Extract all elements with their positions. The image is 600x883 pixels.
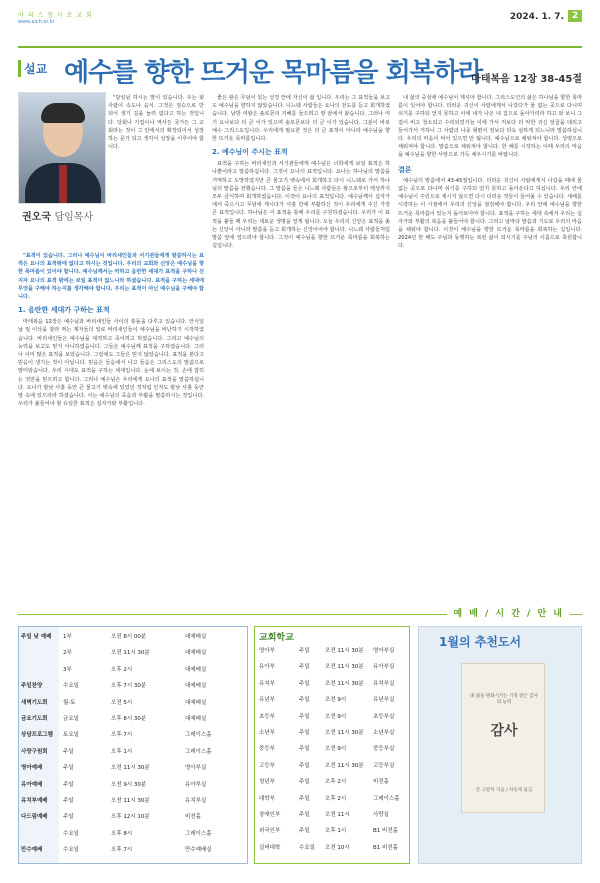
church-school-cell: 주일 bbox=[299, 713, 310, 720]
schedule-cell: 주일 낮 예배 bbox=[21, 634, 52, 640]
schedule-cell: 월-토 bbox=[63, 699, 76, 706]
pastor-name: 권오국 bbox=[22, 212, 51, 223]
church-school-cell: 고등부실 bbox=[373, 762, 395, 769]
schedule-cell: 상담프로그램 bbox=[21, 732, 53, 739]
church-school-cell: 주일 bbox=[299, 697, 310, 704]
schedule-cell: 오후 8시 30분 bbox=[111, 716, 147, 722]
church-school-cell: 오후 2시 bbox=[325, 795, 347, 802]
church-school-cell: B1 비전홀 bbox=[373, 844, 398, 851]
church-school-cell: 유치부 bbox=[259, 680, 275, 687]
church-school-cell: 오전 11시 30분 bbox=[325, 730, 364, 736]
church-school-cell: 사랑실 bbox=[373, 812, 389, 818]
church-school-row bbox=[255, 844, 409, 853]
schedule-cell: 주일 bbox=[63, 798, 74, 804]
book-author: 존 크랄릭 지음 / 차동재 옮김 bbox=[475, 788, 533, 793]
church-school-cell: 영아부실 bbox=[373, 648, 395, 654]
church-school-cell: 소년부실 bbox=[373, 730, 395, 736]
recommended-book bbox=[418, 626, 582, 864]
schedule-cell: 수요일 bbox=[63, 830, 79, 837]
schedule-cell: 3부 bbox=[63, 666, 72, 673]
church-school-cell: 오전 9시 bbox=[325, 713, 347, 720]
church-school-title: 교회학교 bbox=[259, 633, 294, 643]
schedule-cell: 대예배실 bbox=[185, 716, 207, 722]
church-school-cell: 오전 11시 30분 bbox=[325, 680, 364, 687]
church-school-cell: 청년부 bbox=[259, 779, 275, 786]
schedule-cell: 유치부예배 bbox=[21, 798, 48, 804]
schedule-row bbox=[19, 830, 247, 839]
schedule-cell: 오후 7시 30분 bbox=[111, 683, 147, 690]
church-school-cell: 유치부실 bbox=[373, 680, 395, 687]
church-school-cell: 주일 bbox=[299, 795, 310, 802]
schedule-cell: 그레이스홀 bbox=[185, 748, 212, 755]
worship-schedule-table bbox=[18, 626, 248, 864]
church-school-cell: 주일 bbox=[299, 828, 310, 835]
schedule-cell: 1부 bbox=[63, 634, 72, 640]
site-url[interactable]: www.aich.or.kr bbox=[18, 19, 55, 25]
church-school-cell: 초등부 bbox=[259, 713, 275, 720]
column-1 bbox=[18, 252, 204, 598]
schedule-row bbox=[19, 764, 247, 773]
column-2 bbox=[212, 94, 390, 604]
schedule-cell: 대예배실 bbox=[185, 666, 207, 673]
conclusion-text: 예수님의 말씀에서 43-45절입니다. 더러운 귀신이 사람에게서 나갔을 때에 물 없는 곳으로 다니며 쉬기를 구하되 얻지 못하고 돌아온다고 하십니다. 우리 안에 예수님이 주인으로 계시지 않으면 다시 더러운 것들이 들어올 수 있습니다. 새해를 시작하는 이 시점에서 우리의 신앙을 점검해야 합니다. 우리 안에 예수님을 향한 뜨거운 목마름이 있는지 돌아보아야 합니다. 표적을 구하는 세대 속에서 우리는 십자가와 부활의 복음을 붙들어야 합니다. 그리고 날마다 말씀과 기도로 우리의 마음을 채워야 합니다. 이것이 예수님을 향한 뜨거운 목마름을 회복하는 길입니다. 2024년 한 해도 주님과 동행하는 복된 삶이 되시기를 주님의 이름으로 축원합니다. bbox=[398, 177, 582, 250]
schedule-row bbox=[19, 666, 247, 675]
column-2-text: 좋은 왕은 무덤이 있는 성경 안에 자신이 삶 입니다. 우리는 그 표적들을 보고도 예수님을 향하지 않았습니다. 니느웨 사람들은 요나의 전도를 듣고 회개하였습니다. 남방 여왕은 솔로몬의 지혜를 들으려고 땅 끝에서 왔습니다. 그러나 여기 요나보다 더 큰 이가 있으며 솔로몬보다 더 큰 이가 있습니다. 그분이 바로 예수 그리스도입니다. 우리에게 필요한 것은 더 큰 표적이 아니라 예수님을 향한 뜨거운 목마름입니다. bbox=[212, 95, 390, 143]
schedule-cell: 사랑구원회 bbox=[21, 748, 48, 755]
church-school-cell: 주일 bbox=[299, 680, 310, 687]
schedule-row bbox=[19, 682, 247, 691]
church-school-cell: 주일 bbox=[299, 664, 310, 671]
church-school-row bbox=[255, 811, 409, 820]
schedule-cell: 오후 1시 bbox=[111, 748, 133, 755]
schedule-row bbox=[19, 813, 247, 822]
schedule-cell: 오전 11시 30분 bbox=[111, 650, 150, 657]
schedule-cell: 대예배실 bbox=[185, 634, 207, 640]
schedule-row bbox=[19, 715, 247, 724]
intro-text: "담임님 하시는 말이 있습니다. 우는 뒷사람이 속도나 음식. 그것은 짐승으로 만 되어 생기 길을 놀려 없다고 하는 것입니다. 당회나 기업이나 역사든 국가든 그 교회라는 것이 그 안에서의 확장되어서 성장하는 문가 되고 생각이 성장을 이루어야 합니다. bbox=[108, 95, 204, 151]
schedule-cell: 주일 bbox=[63, 748, 74, 755]
schedule-cell: 대예배실 bbox=[185, 683, 207, 690]
schedule-cell: 토요일 bbox=[63, 732, 79, 739]
schedule-cell: 오전 11시 30분 bbox=[111, 765, 150, 772]
schedule-cell: 유치부실 bbox=[185, 798, 207, 804]
section-2-heading: 2. 예수님이 주시는 표적 bbox=[212, 148, 288, 157]
church-school-cell: 오후 1시 bbox=[325, 828, 347, 835]
church-school-cell: 주일 bbox=[299, 648, 310, 654]
schedule-cell: 수요일 bbox=[63, 683, 79, 690]
column-3 bbox=[398, 94, 582, 604]
church-school-row bbox=[255, 713, 409, 722]
schedule-cell: 오전 8시 00분 bbox=[111, 634, 147, 640]
church-school-row bbox=[255, 745, 409, 754]
book-title: 감사 bbox=[490, 723, 518, 739]
schedule-cell: 다드림예배 bbox=[21, 814, 48, 821]
schedule-cell: 주일 bbox=[63, 765, 74, 772]
church-school-table bbox=[254, 626, 410, 864]
schedule-cell: 만수예배실 bbox=[185, 847, 212, 854]
schedule-cell: 오전 11시 30분 bbox=[111, 798, 150, 804]
church-school-cell: 중등부 bbox=[259, 746, 275, 753]
church-school-cell: 주일 bbox=[299, 746, 310, 753]
church-school-cell: 오전 10시 bbox=[325, 844, 350, 851]
schedule-cell: 그레이스홀 bbox=[185, 830, 212, 837]
intro-highlight: "표적이 있습니다. 그러나 예수님이 바리새인들과 서기관들에게 말씀하시는 표적은 요나의 표적밖에 없다고 하시는 것입니다. 우리의 교회와 신앙은 예수님을 향한 목마름이 있어야 합니다. 예수님께서는 악하고 음란한 세대가 표적을 구하나 선지자 요나의 표적 밖에는 보일 표적이 없느니라 하셨습니다. 표적을 구하는 세대에 무엇을 구해야 하는지를 생각해야 합니다. 우리는 표적이 아닌 예수님을 구해야 합니다. bbox=[18, 253, 204, 301]
church-school-row bbox=[255, 778, 409, 787]
church-school-cell: 주일 bbox=[299, 812, 310, 818]
church-school-cell: 소년부 bbox=[259, 730, 275, 736]
church-school-cell: 실버대학 bbox=[259, 844, 281, 851]
church-school-cell: 유년부실 bbox=[373, 697, 395, 704]
pastor-caption bbox=[22, 208, 93, 223]
sermon-tag: 설교 bbox=[18, 60, 47, 77]
schedule-cell: 대예배실 bbox=[185, 650, 207, 657]
schedule-cell: 비전홀 bbox=[185, 814, 201, 821]
church-school-cell: 대학부 bbox=[259, 795, 275, 802]
schedule-cell: 오후 12시 10분 bbox=[111, 814, 150, 821]
church-school-cell: 유아부실 bbox=[373, 664, 395, 671]
site-title: 아 리 스 참 사 로 교 회 bbox=[18, 12, 93, 19]
schedule-cell: 주일찬양 bbox=[21, 683, 43, 690]
schedule-cell: 2부 bbox=[63, 650, 72, 657]
section-2-text: 표적을 구하는 바리새인과 서기관들에게 예수님은 너희에게 보일 표적은 하나뿐이라고 말씀하십니다. 그것이 요나의 표적입니다. 요나는 하나님의 말씀을 거역하고 도망하였지만 큰 물고기 뱃속에서 회개하고 다시 니느웨로 가서 하나님의 말씀을 전했습니다. 그 말씀을 들은 니느웨 사람들은 왕으로부터 백성까지 모두 금식하며 회개하였습니다. 이것이 요나의 표적입니다. 예수님께서 십자가에서 죽으시고 무덤에 계시다가 사흘 만에 부활하신 것이 우리에게 주신 가장 큰 표적입니다. 하나님은 이 표적을 통해 우리를 구원하셨습니다. 우리가 이 표적을 붙들 때 우리는 새로운 생명을 얻게 됩니다. 오늘 우리의 신앙은 표적을 좇는 신앙이 아니라 말씀을 듣고 회개하는 신앙이어야 합니다. 니느웨 사람들처럼 말씀 앞에 엎드려야 합니다. 그것이 예수님을 향한 뜨거운 목마름을 회복하는 길입니다. bbox=[212, 161, 390, 250]
church-school-cell: 영아부 bbox=[259, 648, 275, 654]
worship-info-label: 예 배 / 시 간 / 안 내 bbox=[447, 606, 570, 619]
church-school-cell: 유아부 bbox=[259, 664, 275, 671]
church-school-row bbox=[255, 647, 409, 656]
church-school-cell: 오전 11시 30분 bbox=[325, 664, 364, 671]
church-school-cell: 수요일 bbox=[299, 844, 315, 851]
church-school-row bbox=[255, 827, 409, 836]
schedule-cell: 오후 7시 bbox=[111, 847, 133, 854]
church-school-cell: 오후 2시 bbox=[325, 779, 347, 786]
church-school-cell: 주일 bbox=[299, 730, 310, 736]
worship-info-bar bbox=[18, 606, 582, 622]
church-school-row bbox=[255, 696, 409, 705]
church-school-cell: 유년부 bbox=[259, 697, 275, 704]
church-school-cell: 그레이스홀 bbox=[373, 795, 400, 802]
church-school-row bbox=[255, 663, 409, 672]
church-school-cell: 주일 bbox=[299, 779, 310, 786]
schedule-cell: 새벽기도회 bbox=[21, 699, 48, 706]
page-number: 2 bbox=[568, 10, 582, 22]
schedule-cell: 수요일 bbox=[63, 847, 79, 854]
schedule-cell: 오전 9시 30분 bbox=[111, 781, 147, 788]
top-bar bbox=[18, 10, 582, 32]
schedule-cell: 오후 2시 bbox=[111, 666, 133, 673]
schedule-cell: 금요일 bbox=[63, 716, 79, 722]
schedule-cell: 대예배실 bbox=[185, 699, 207, 706]
pastor-title: 담임목사 bbox=[54, 212, 94, 223]
book-subtitle: 내 삶을 변화시키는 기적 같은 감사의 능력 bbox=[469, 694, 538, 705]
church-school-cell: 오전 11시 bbox=[325, 812, 350, 818]
column-3-text: 내 삶의 중심에 예수님이 계셔야 합니다. 그리스도인의 삶은 하나님을 향한 목마름이 있어야 합니다. 더러운 귀신이 사람에게서 나갔다가 물 없는 곳으로 다니며 쉬기를 구하되 얻지 못하고 이에 내가 나온 내 집으로 돌아가리라 하고 와 보니 그 집이 비고 청소되고 수리되었거늘 이에 가서 저보다 더 악한 귀신 일곱을 데리고 들어가서 거하니 그 사람의 나중 형편이 전보다 더욱 심하게 되느니라 말씀하십니다. 우리의 마음이 비어 있으면 안 됩니다. 예수님으로 채워져야 합니다. 성령으로 채워져야 합니다. 말씀으로 채워져야 합니다. 한 해를 시작하는 이때 우리의 마음을 예수님을 향한 사랑으로 가득 채우시기를 바랍니다. bbox=[398, 95, 582, 159]
church-school-cell: 외국인부 bbox=[259, 828, 281, 835]
church-school-cell: 장애인부 bbox=[259, 812, 281, 818]
schedule-cell: 유아부실 bbox=[185, 781, 207, 788]
schedule-row bbox=[19, 748, 247, 757]
schedule-row bbox=[19, 846, 247, 855]
church-school-row bbox=[255, 729, 409, 738]
schedule-cell: 영아예배 bbox=[21, 765, 43, 772]
schedule-row bbox=[19, 633, 247, 642]
church-school-cell: B1 비전홀 bbox=[373, 828, 398, 835]
church-school-cell: 중등부실 bbox=[373, 746, 395, 753]
church-school-row bbox=[255, 795, 409, 804]
church-school-cell: 주일 bbox=[299, 762, 310, 769]
schedule-cell: 오후 8시 bbox=[111, 830, 133, 837]
schedule-cell: 오전 5시 bbox=[111, 699, 133, 706]
schedule-cell: 그레이스홀 bbox=[185, 732, 212, 739]
schedule-row bbox=[19, 781, 247, 790]
schedule-cell: 주일 bbox=[63, 814, 74, 821]
intro-column bbox=[108, 94, 204, 250]
schedule-cell: 오후 7시 bbox=[111, 732, 133, 739]
schedule-cell: 금요기도회 bbox=[21, 716, 48, 722]
church-school-cell: 오전 9시 bbox=[325, 697, 347, 704]
sermon-headline: 예수를 향한 뜨거운 목마름을 회복하라 bbox=[64, 58, 483, 88]
book-cover[interactable] bbox=[461, 663, 545, 813]
schedule-row bbox=[19, 649, 247, 658]
issue-date: 2024. 1. 7. bbox=[509, 12, 564, 22]
header-rule bbox=[18, 46, 582, 48]
schedule-row bbox=[19, 699, 247, 708]
church-school-cell: 초등부실 bbox=[373, 713, 395, 720]
schedule-cell: 만수예배 bbox=[21, 847, 43, 854]
pastor-photo bbox=[18, 92, 106, 204]
book-section-title: 1월의 추천도서 bbox=[439, 635, 522, 649]
scripture-reference: 마태복음 12장 38-45절 bbox=[471, 74, 582, 85]
schedule-cell: 유아예배 bbox=[21, 781, 43, 788]
church-school-cell: 오전 9시 bbox=[325, 746, 347, 753]
schedule-cell: 영아부실 bbox=[185, 765, 207, 772]
church-school-row bbox=[255, 680, 409, 689]
church-school-cell: 고등부 bbox=[259, 762, 275, 769]
schedule-row bbox=[19, 797, 247, 806]
schedule-cell: 주일 bbox=[63, 781, 74, 788]
church-school-cell: 오전 11시 30분 bbox=[325, 648, 364, 654]
church-school-row bbox=[255, 762, 409, 771]
section-1-text: 마태복음 12장은 예수님과 바리새인들 사이의 충돌을 다루고 있습니다. 안식일 날 밀 이삭을 잘라 먹는 제자들의 일로 바리새인들이 예수님을 비난하기 시작하였습니다. 바리새인들은 예수님을 대적하고 죽이려고 하였습니다. 그리고 예수님의 능력을 보고도 믿지 아니하였습니다. 그들은 예수님께 표적을 구하였습니다. 그러나 이미 많은 표적을 보았습니다. 그럼에도 그들은 믿지 않았습니다. 표적을 본다고 믿음이 생기는 것이 아닙니다. 믿음은 들음에서 나고 들음은 그리스도의 말씀으로 말미암습니다. 우리 시대도 표적을 구하는 세대입니다. 눈에 보이는 것, 손에 잡히는 것만을 믿으려고 합니다. 그러나 예수님은 우리에게 요나의 표적을 말씀하십니다. 요나가 밤낮 사흘 동안 큰 물고기 뱃속에 있었던 것처럼 인자도 밤낮 사흘 동안 땅 속에 있으리라 하셨습니다. 이는 예수님의 죽음과 부활을 말씀하시는 것입니다. 우리가 붙들어야 할 유일한 표적은 십자가와 부활입니다. bbox=[18, 319, 204, 408]
schedule-row bbox=[19, 731, 247, 740]
church-school-cell: 비전홀 bbox=[373, 779, 389, 786]
church-school-cell: 오전 11시 30분 bbox=[325, 762, 364, 769]
conclusion-heading: 결론 bbox=[398, 165, 412, 174]
section-1-heading: 1. 음란한 세대가 구하는 표적 bbox=[18, 306, 110, 315]
